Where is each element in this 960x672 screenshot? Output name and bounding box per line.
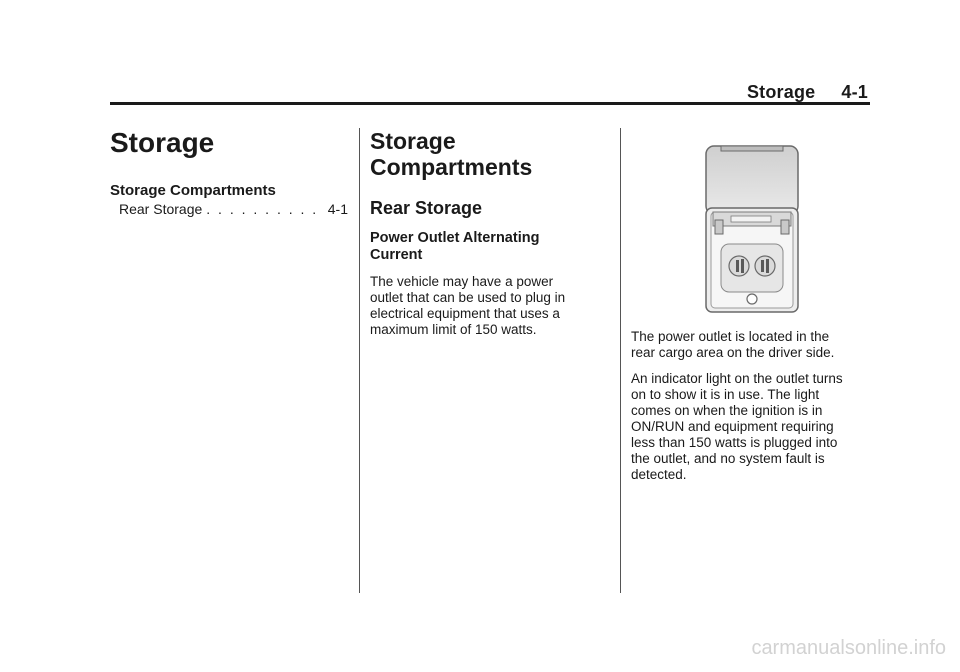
running-head [747,82,868,103]
topic-title [370,230,608,264]
indicator-paragraph [631,371,871,483]
toc-entry[interactable] [110,200,348,218]
column-divider-2 [620,128,621,593]
text-line: the outlet, and no system fault is [631,451,825,466]
text-line: An indicator light on the outlet turns [631,371,843,386]
power-outlet-icon [703,136,801,314]
page-number: 4-1 [841,82,868,102]
subsection-title: Rear Storage [370,198,483,218]
text-line: outlet that can be used to plug in [370,290,566,305]
detail-column [631,128,871,483]
main-column [370,128,608,338]
intro-paragraph [370,274,608,338]
text-line: maximum limit of 150 watts. [370,322,537,337]
text-line: ON/RUN and equipment requiring [631,419,834,434]
text-line: on to show it is in use. The light [631,387,820,402]
text-line: The vehicle may have a power [370,274,554,289]
toc-entry-page: 4-1 [327,201,348,217]
text-line: detected. [631,467,687,482]
header-rule [110,102,870,105]
toc-group-title: Storage Compartments [110,182,276,199]
text-line: less than 150 watts is plugged into [631,435,838,450]
toc-column [110,128,348,218]
chapter-title: Storage [110,127,215,158]
toc-leader-dots [206,200,323,218]
watermark: carmanualsonline.info [751,637,946,659]
text-line: comes on when the ignition is in [631,403,823,418]
text-line: electrical equipment that uses a [370,306,560,321]
topic-title-line: Current [370,247,423,263]
location-paragraph [631,329,871,361]
section-title-line: Compartments [370,154,533,180]
toc-entry-label: Rear Storage [119,201,203,217]
running-head-section: Storage [746,82,816,102]
section-title-line: Storage [370,128,456,154]
text-line: The power outlet is located in the [631,329,830,344]
topic-title-line: Power Outlet Alternating [370,230,540,246]
column-divider-1 [359,128,360,593]
text-line: rear cargo area on the driver side. [631,345,835,360]
section-title [370,128,608,180]
